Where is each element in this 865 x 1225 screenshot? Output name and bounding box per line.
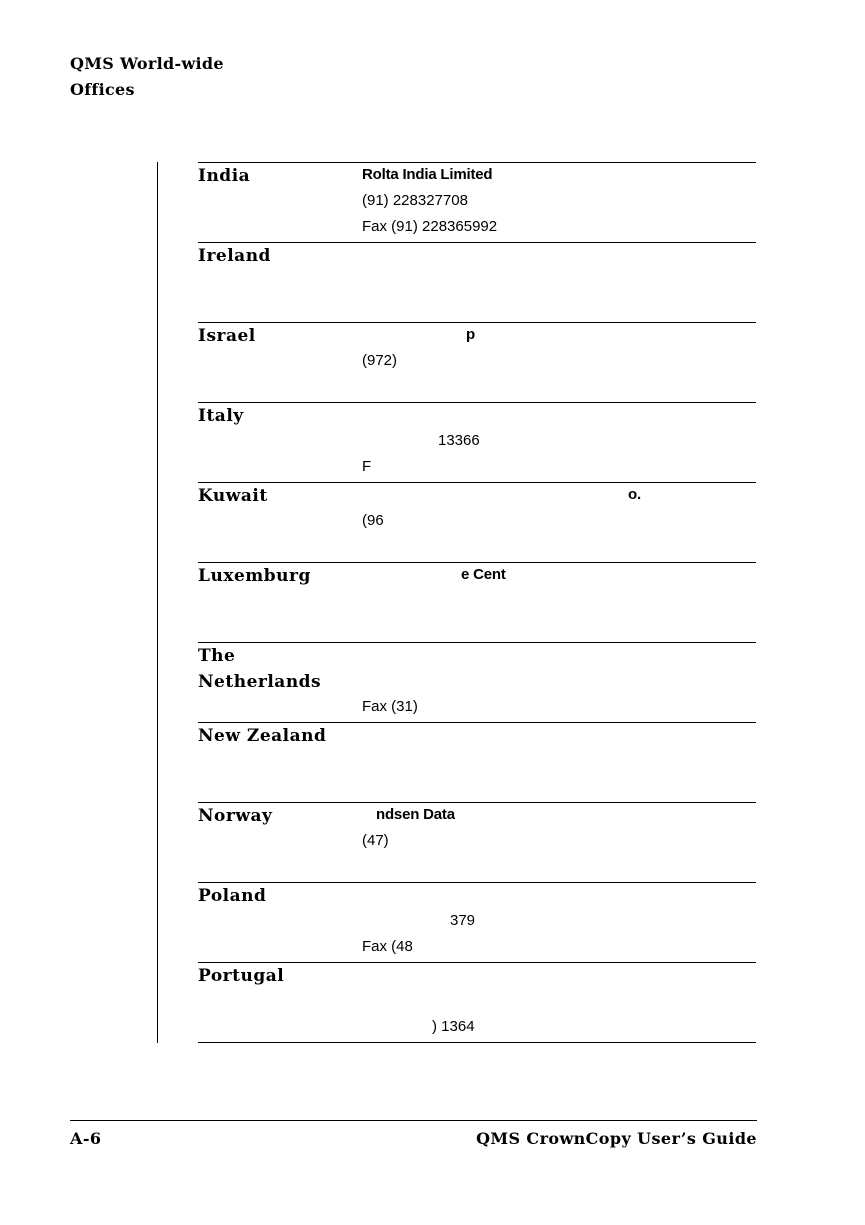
country-name [198,243,354,269]
office-phone: 13366 [438,432,480,449]
office-company: e Cent [461,566,506,583]
country-line: New Zealand [198,726,327,746]
office-phone [362,588,756,614]
office-fax [362,854,756,880]
country-line: Portugal [198,966,285,986]
office-phone [362,668,756,694]
country-name [198,163,354,189]
office-company [362,402,756,428]
office-info [362,402,756,480]
country-line: Italy [198,406,244,426]
country-name [198,723,354,749]
section-header [70,51,224,103]
office-info [362,562,756,640]
footer-divider [70,1120,757,1121]
country-name [198,323,354,349]
office-row-new-zealand [198,722,756,802]
office-company: p [466,326,475,343]
office-company [362,882,756,908]
office-info [362,882,756,960]
office-fax [362,614,756,640]
office-phone [362,268,756,294]
office-info [362,242,756,320]
office-company [362,242,756,268]
office-fax [362,774,756,800]
office-phone [362,748,756,774]
offices-table [198,162,756,1043]
office-row-ireland [198,242,756,322]
office-fax [362,534,756,560]
office-fax [362,374,756,400]
office-row-netherlands [198,642,756,722]
country-line: Netherlands [198,672,322,692]
country-name [198,883,354,909]
office-phone: (972) [362,352,398,369]
office-info [362,802,756,880]
office-row-india [198,162,756,242]
country-name [198,563,354,589]
office-row-poland [198,882,756,962]
office-phone: (96 [362,512,384,529]
page-number: A-6 [70,1129,102,1148]
country-name [198,643,354,695]
country-line: Poland [198,886,267,906]
section-header-line1: QMS World-wide [70,54,224,73]
office-fax: ) 1364 [432,1018,475,1035]
country-name [198,803,354,829]
country-name [198,483,354,509]
office-row-norway [198,802,756,882]
office-info [362,322,756,400]
office-phone: (91) 228327708 [362,192,468,209]
office-phone [362,988,756,1014]
office-company: Rolta India Limited [362,166,493,183]
office-row-italy [198,402,756,482]
country-line: India [198,166,251,186]
office-fax: F [362,458,372,475]
office-info [362,722,756,800]
country-line: Luxemburg [198,566,311,586]
office-info [362,482,756,560]
country-line: The [198,646,236,666]
office-fax: Fax (91) 228365992 [362,218,498,235]
office-info [362,642,756,720]
document-title: QMS CrownCopy User’s Guide [476,1129,757,1148]
country-line: Kuwait [198,486,268,506]
office-fax [362,294,756,320]
office-fax: Fax (48 [362,938,413,955]
office-company [362,962,756,988]
office-fax: Fax (31) [362,698,418,715]
office-phone: 379 [450,912,476,929]
office-info [362,962,756,1040]
office-row-israel [198,322,756,402]
office-company: o. [628,486,641,503]
office-row-portugal [198,962,756,1042]
country-name [198,403,354,429]
country-line: Ireland [198,246,271,266]
country-name [198,963,354,989]
office-company [362,722,756,748]
office-row-kuwait [198,482,756,562]
country-line: Norway [198,806,273,826]
section-header-line2: Offices [70,80,135,99]
column-divider [157,162,158,1043]
office-row-luxemburg [198,562,756,642]
office-phone: (47) [362,832,389,849]
office-info [362,162,756,240]
country-line: Israel [198,326,256,346]
office-company: ndsen Data [376,806,455,823]
office-company [362,642,756,668]
